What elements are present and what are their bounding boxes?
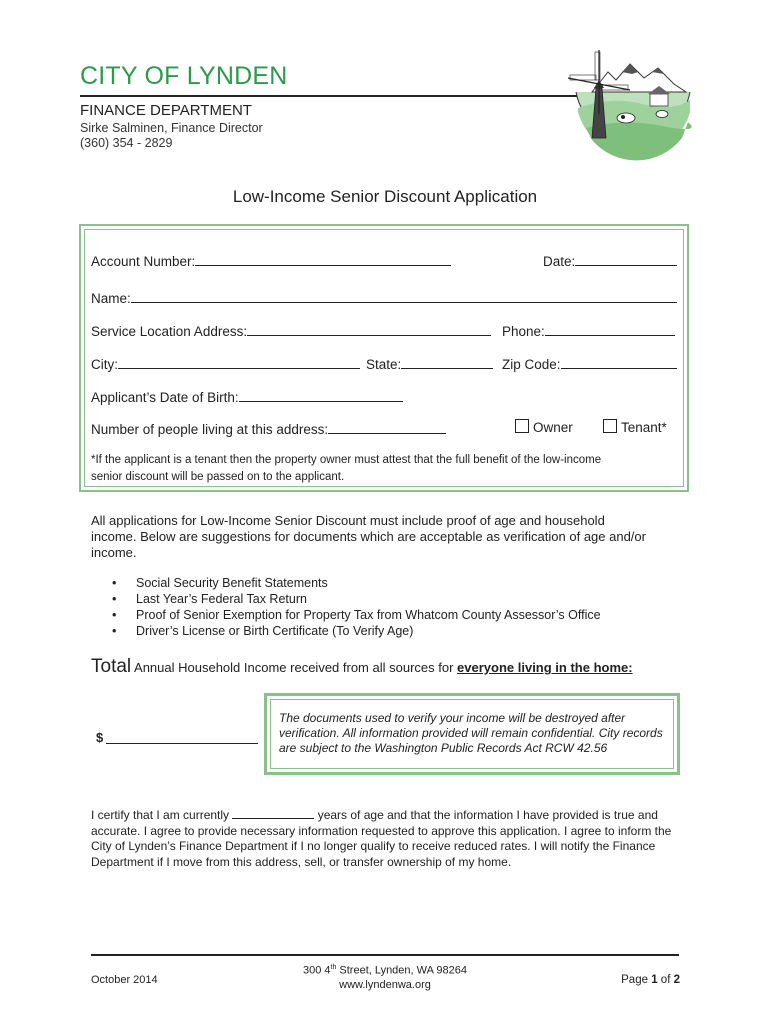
dob-row: [91, 387, 403, 405]
state-row: [366, 354, 493, 372]
department-name: FINANCE DEPARTMENT: [80, 102, 252, 119]
proof-item: • Driver’s License or Birth Certificate (To Verify Age): [112, 623, 601, 639]
page-of: of: [657, 974, 674, 986]
city-field[interactable]: [118, 354, 360, 369]
owner-label: Owner: [533, 420, 573, 435]
certification: [91, 807, 691, 870]
tenant-checkbox[interactable]: [603, 419, 617, 433]
footer-street: [260, 961, 510, 978]
header-rule: [80, 95, 580, 97]
name-field[interactable]: [131, 288, 677, 303]
people-field[interactable]: [328, 419, 446, 434]
date-field[interactable]: [575, 251, 677, 266]
footer-address: [260, 961, 510, 992]
age-field[interactable]: [232, 807, 314, 819]
state-label: State:: [366, 357, 402, 372]
income-emphasis: everyone living in the home:: [457, 660, 633, 675]
footer-website[interactable]: www.lyndenwa.org: [339, 978, 431, 991]
street-suffix: th: [330, 964, 337, 971]
certify-after: years of age and that the information I have provided is true and accurate. I agree to provide necessary information requested to approve this application. I agree to inform the City of Lynden’s Finance Department if I no longer qualify to receive reduced rates. I will notify the Finance Department if I move from this address, sell, or transfer ownership of my home.: [91, 808, 672, 869]
tenant-note-line2: senior discount will be passed on to the applicant.: [91, 471, 345, 483]
owner-checkbox[interactable]: [515, 419, 529, 433]
page-current: 1: [651, 974, 658, 986]
street-number: 300 4: [302, 964, 331, 977]
owner-option[interactable]: [515, 419, 573, 435]
zip-field[interactable]: [561, 354, 677, 369]
proof-item: • Social Security Benefit Statements: [112, 575, 601, 591]
state-field[interactable]: [401, 354, 493, 369]
page-number: [580, 974, 680, 986]
dollar-sign: $: [96, 730, 104, 745]
proof-intro: All applications for Low-Income Senior Discount must include proof of age and household income. Below are suggestions for documents which are acceptable as verification of age and/or income.: [91, 513, 646, 560]
income-heading: [91, 656, 633, 678]
people-label: Number of people living at this address:: [91, 422, 329, 437]
department-phone: (360) 354 - 2829: [80, 136, 173, 150]
dob-label: Applicant’s Date of Birth:: [91, 390, 239, 405]
phone-row: [502, 321, 675, 339]
phone-label: Phone:: [502, 324, 545, 339]
certify-before: I certify that I am currently: [91, 808, 233, 822]
date-row: [543, 251, 677, 269]
dob-field[interactable]: [239, 387, 403, 402]
city-name: CITY OF LYNDEN: [80, 62, 288, 90]
form-title: Low-Income Senior Discount Application: [232, 187, 538, 206]
service-field[interactable]: [247, 321, 491, 336]
account-row: [91, 251, 451, 269]
footer-rule: [91, 954, 679, 956]
city-row: [91, 354, 360, 372]
tenant-option[interactable]: [603, 419, 667, 435]
service-label: Service Location Address:: [91, 324, 248, 339]
proof-item: • Last Year’s Federal Tax Return: [112, 591, 601, 607]
service-row: [91, 321, 491, 339]
account-field[interactable]: [195, 251, 451, 266]
proof-list: [112, 575, 601, 639]
income-label: Annual Household Income received from all sources for: [131, 660, 458, 675]
name-row: [91, 288, 677, 306]
director-name: Sirke Salminen, Finance Director: [80, 121, 263, 135]
phone-field[interactable]: [545, 321, 675, 336]
name-label: Name:: [91, 291, 131, 306]
tenant-label: Tenant*: [621, 420, 667, 435]
income-field[interactable]: [106, 743, 258, 744]
total-word: Total: [91, 656, 132, 677]
tenant-note-line1: *If the applicant is a tenant then the property owner must attest that the full benefit of the low-income: [91, 454, 602, 466]
zip-label: Zip Code:: [502, 357, 561, 372]
page-prefix: Page: [621, 974, 652, 986]
city-label: City:: [91, 357, 118, 372]
notice-text: The documents used to verify your income will be destroyed after verification. All information provided will remain confidential. City records are subject to the Washington Public Records Act RCW 42.56: [279, 711, 663, 755]
footer-date: October 2014: [91, 974, 158, 986]
date-label: Date:: [543, 254, 576, 269]
city-logo: [562, 48, 694, 168]
account-label: Account Number:: [91, 254, 196, 269]
page-total: 2: [673, 974, 680, 986]
people-row: [91, 419, 446, 437]
proof-item: • Proof of Senior Exemption for Property Tax from Whatcom County Assessor’s Office: [112, 607, 601, 623]
zip-row: [502, 354, 677, 372]
street-rest: Street, Lynden, WA 98264: [336, 964, 468, 977]
